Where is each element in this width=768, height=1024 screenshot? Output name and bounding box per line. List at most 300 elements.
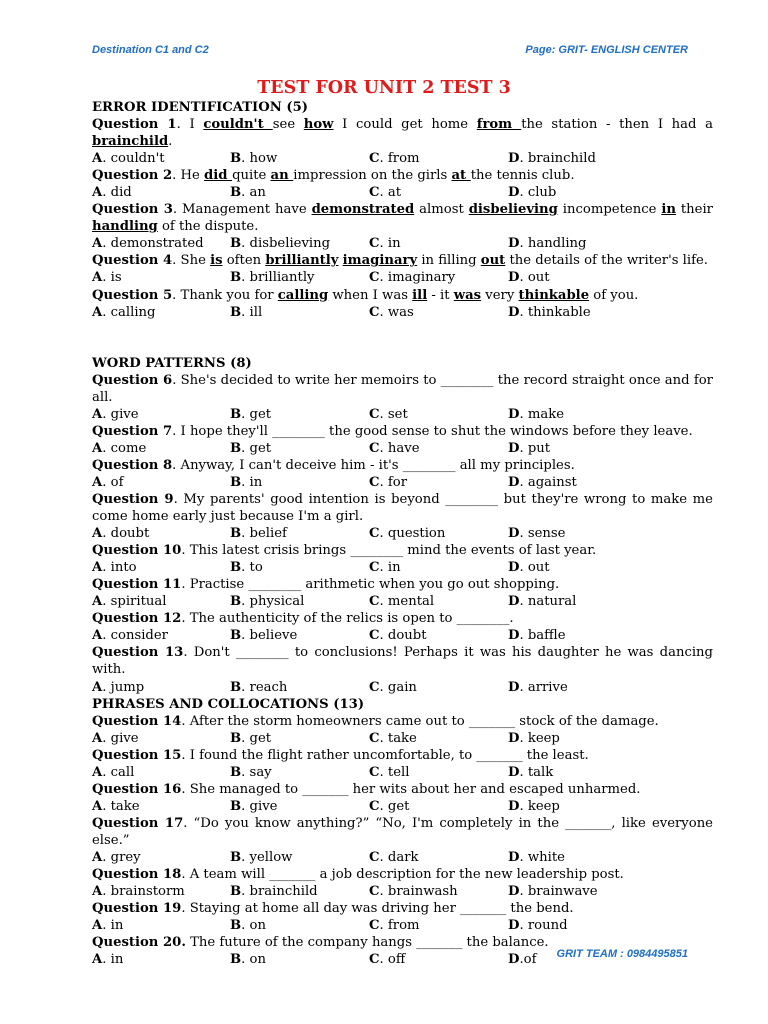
option-separator: . bbox=[379, 526, 384, 542]
question-number: Question 17 bbox=[92, 815, 184, 831]
answer-option[interactable] bbox=[369, 951, 405, 968]
question-text: impression on the girls bbox=[293, 168, 452, 184]
answer-option[interactable] bbox=[508, 764, 553, 781]
option-letter: D bbox=[508, 440, 520, 456]
question-text: . Don't ________ to conclusions! Perhaps it was his daughter he was dancing with. bbox=[92, 645, 713, 678]
option-letter: C bbox=[369, 798, 380, 814]
answer-options bbox=[92, 730, 713, 747]
option-letter: C bbox=[369, 406, 380, 422]
option-separator: . bbox=[241, 185, 246, 201]
option-separator: . bbox=[379, 151, 384, 167]
option-letter: D bbox=[508, 304, 520, 320]
option-letter: C bbox=[369, 526, 380, 542]
answer-option[interactable] bbox=[508, 150, 596, 167]
answer-option[interactable] bbox=[369, 525, 445, 542]
option-text: brainstorm bbox=[106, 884, 185, 900]
underlined-segment: disbelieving bbox=[468, 202, 558, 218]
question-text: . I found the flight rather uncomfortable, to _______ the least. bbox=[181, 747, 589, 763]
underlined-segment: is bbox=[210, 253, 223, 269]
option-text: in bbox=[383, 560, 401, 576]
option-separator: . bbox=[102, 628, 107, 644]
question-stem bbox=[92, 252, 713, 269]
answer-option[interactable] bbox=[508, 849, 565, 866]
section-spacer bbox=[92, 321, 713, 355]
option-separator: . bbox=[241, 526, 246, 542]
question-text: . After the storm homeowners came out to _______ stock of the damage. bbox=[181, 713, 659, 729]
question-number: Question 10 bbox=[92, 543, 182, 559]
option-separator: . bbox=[102, 918, 107, 934]
option-letter: B bbox=[230, 628, 242, 644]
underlined-segment: imaginary bbox=[342, 253, 418, 269]
option-letter: A bbox=[92, 918, 103, 934]
option-separator: . bbox=[102, 952, 107, 968]
answer-option[interactable] bbox=[369, 917, 420, 934]
option-text: tell bbox=[383, 764, 410, 780]
option-text: sense bbox=[523, 526, 566, 542]
option-separator: . bbox=[379, 628, 384, 644]
option-letter: A bbox=[92, 440, 103, 456]
question-number: Question 2 bbox=[92, 168, 173, 184]
option-letter: D bbox=[508, 560, 520, 576]
option-text: reach bbox=[245, 679, 288, 695]
option-separator: . bbox=[241, 952, 246, 968]
question-number: Question 18 bbox=[92, 867, 182, 883]
answer-options bbox=[92, 184, 713, 201]
option-letter: D bbox=[508, 679, 520, 695]
question-text: very bbox=[481, 287, 519, 303]
answer-option[interactable] bbox=[508, 798, 560, 815]
answer-option[interactable] bbox=[230, 849, 292, 866]
answer-option[interactable] bbox=[508, 627, 566, 644]
answer-option[interactable] bbox=[92, 269, 122, 286]
option-text: on bbox=[245, 952, 266, 968]
option-separator: . bbox=[102, 304, 107, 320]
answer-option[interactable] bbox=[508, 593, 576, 610]
answer-option[interactable] bbox=[369, 406, 408, 423]
option-separator: . bbox=[519, 526, 524, 542]
option-text: put bbox=[523, 440, 551, 456]
option-letter: B bbox=[230, 849, 242, 865]
option-text: make bbox=[523, 406, 564, 422]
answer-option[interactable] bbox=[369, 150, 420, 167]
option-text: from bbox=[383, 151, 420, 167]
answer-option[interactable] bbox=[92, 951, 123, 968]
underlined-segment: from bbox=[476, 117, 522, 133]
option-text: at bbox=[383, 185, 402, 201]
answer-option[interactable] bbox=[369, 184, 401, 201]
answer-option[interactable] bbox=[92, 593, 166, 610]
option-letter: A bbox=[92, 151, 103, 167]
option-letter: D bbox=[508, 151, 520, 167]
option-separator: . bbox=[379, 594, 384, 610]
question-text: . bbox=[168, 134, 173, 150]
question-stem bbox=[92, 287, 713, 304]
option-text: against bbox=[523, 474, 577, 490]
option-text: yellow bbox=[245, 849, 293, 865]
option-letter: B bbox=[230, 406, 242, 422]
header-book-title: Destination C1 and C2 bbox=[92, 44, 209, 56]
answer-option[interactable] bbox=[508, 679, 568, 696]
option-text: brainwave bbox=[523, 884, 598, 900]
option-text: get bbox=[245, 406, 272, 422]
option-separator: . bbox=[241, 594, 246, 610]
answer-options bbox=[92, 798, 713, 815]
option-letter: A bbox=[92, 270, 103, 286]
answer-option[interactable] bbox=[508, 184, 556, 201]
answer-option[interactable] bbox=[508, 304, 591, 321]
question-number: Question 11 bbox=[92, 577, 182, 593]
option-letter: B bbox=[230, 185, 242, 201]
answer-options bbox=[92, 849, 713, 866]
question-text: often bbox=[222, 253, 266, 269]
answer-option[interactable] bbox=[369, 849, 419, 866]
option-separator: . bbox=[379, 798, 384, 814]
option-text: consider bbox=[106, 628, 168, 644]
answer-options bbox=[92, 269, 713, 286]
option-text: out bbox=[523, 560, 550, 576]
underlined-segment: did bbox=[204, 168, 233, 184]
option-separator: . bbox=[102, 406, 107, 422]
option-separator: . bbox=[102, 730, 107, 746]
answer-option[interactable] bbox=[369, 798, 409, 815]
option-text: brainchild bbox=[523, 151, 596, 167]
answer-option[interactable] bbox=[92, 150, 165, 167]
option-separator: . bbox=[519, 440, 524, 456]
option-letter: A bbox=[92, 679, 103, 695]
option-letter: A bbox=[92, 884, 103, 900]
option-letter: D bbox=[508, 764, 520, 780]
question-stem bbox=[92, 491, 713, 525]
underlined-segment: calling bbox=[277, 287, 329, 303]
answer-option[interactable] bbox=[369, 627, 427, 644]
option-separator: . bbox=[241, 151, 246, 167]
answer-option[interactable] bbox=[230, 440, 271, 457]
answer-option[interactable] bbox=[369, 883, 458, 900]
answer-option[interactable] bbox=[230, 798, 277, 815]
option-letter: B bbox=[230, 440, 242, 456]
option-letter: C bbox=[369, 679, 380, 695]
option-text: take bbox=[106, 798, 140, 814]
answer-option[interactable] bbox=[508, 917, 568, 934]
answer-option[interactable] bbox=[92, 917, 123, 934]
answer-option[interactable] bbox=[230, 150, 277, 167]
answer-option[interactable] bbox=[369, 679, 417, 696]
question-stem bbox=[92, 900, 713, 917]
question-number: Question 16 bbox=[92, 781, 182, 797]
answer-option[interactable] bbox=[508, 235, 587, 252]
option-text: doubt bbox=[383, 628, 427, 644]
option-letter: B bbox=[230, 594, 242, 610]
answer-option[interactable] bbox=[369, 304, 414, 321]
answer-options bbox=[92, 627, 713, 644]
answer-option[interactable] bbox=[230, 593, 304, 610]
answer-option[interactable] bbox=[92, 304, 155, 321]
option-letter: C bbox=[369, 560, 380, 576]
answer-option[interactable] bbox=[230, 269, 315, 286]
answer-option[interactable] bbox=[92, 235, 204, 252]
option-letter: B bbox=[230, 151, 242, 167]
answer-option[interactable] bbox=[92, 883, 185, 900]
question-text: . The authenticity of the relics is open to ________. bbox=[181, 611, 514, 627]
answer-option[interactable] bbox=[508, 559, 550, 576]
option-letter: D bbox=[508, 730, 520, 746]
option-text: get bbox=[245, 730, 272, 746]
option-letter: B bbox=[230, 679, 242, 695]
underlined-segment: out bbox=[480, 253, 506, 269]
question-stem bbox=[92, 781, 713, 798]
option-separator: . bbox=[241, 849, 246, 865]
test-title: TEST FOR UNIT 2 TEST 3 bbox=[257, 78, 511, 98]
option-text: handling bbox=[523, 236, 587, 252]
answer-option[interactable] bbox=[92, 764, 134, 781]
answer-option[interactable] bbox=[230, 525, 287, 542]
answer-option[interactable] bbox=[369, 593, 434, 610]
underlined-segment: how bbox=[303, 117, 334, 133]
answer-option[interactable] bbox=[508, 406, 564, 423]
option-text: keep bbox=[523, 798, 560, 814]
answer-option[interactable] bbox=[92, 559, 137, 576]
answer-option[interactable] bbox=[92, 627, 168, 644]
answer-option[interactable] bbox=[508, 883, 598, 900]
answer-option[interactable] bbox=[369, 559, 401, 576]
option-text: calling bbox=[106, 304, 156, 320]
answer-options bbox=[92, 525, 713, 542]
answer-option[interactable] bbox=[92, 679, 144, 696]
option-separator: . bbox=[241, 236, 246, 252]
option-letter: C bbox=[369, 764, 380, 780]
question-stem bbox=[92, 747, 713, 764]
option-text: believe bbox=[245, 628, 298, 644]
answer-option[interactable] bbox=[230, 304, 262, 321]
option-text: did bbox=[106, 185, 132, 201]
option-separator: . bbox=[379, 440, 384, 456]
question-stem bbox=[92, 610, 713, 627]
question-number: Question 1 bbox=[92, 117, 177, 133]
answer-option[interactable] bbox=[230, 883, 318, 900]
answer-option[interactable] bbox=[230, 764, 272, 781]
option-text: mental bbox=[383, 594, 435, 610]
answer-option[interactable] bbox=[230, 679, 287, 696]
answer-option[interactable] bbox=[92, 440, 146, 457]
option-separator: . bbox=[241, 560, 246, 576]
option-separator: . bbox=[379, 730, 384, 746]
option-separator: . bbox=[519, 304, 524, 320]
answer-options bbox=[92, 593, 713, 610]
option-text: doubt bbox=[106, 526, 150, 542]
option-separator: . bbox=[519, 560, 524, 576]
answer-options bbox=[92, 679, 713, 696]
question-number: Question 3 bbox=[92, 202, 173, 218]
answer-option[interactable] bbox=[230, 184, 266, 201]
option-letter: A bbox=[92, 474, 103, 490]
option-separator: . bbox=[241, 474, 246, 490]
answer-option[interactable] bbox=[230, 730, 271, 747]
section-heading: PHRASES AND COLLOCATIONS (13) bbox=[92, 696, 365, 712]
option-text: out bbox=[523, 270, 550, 286]
answer-option[interactable] bbox=[508, 474, 577, 491]
option-letter: A bbox=[92, 185, 103, 201]
answer-option[interactable] bbox=[369, 730, 417, 747]
option-separator: . bbox=[519, 270, 524, 286]
option-separator: . bbox=[519, 884, 524, 900]
option-text: jump bbox=[106, 679, 145, 695]
option-separator: . bbox=[241, 764, 246, 780]
option-separator: . bbox=[102, 560, 107, 576]
option-separator: . bbox=[379, 560, 384, 576]
option-letter: B bbox=[230, 952, 242, 968]
option-separator: . bbox=[102, 764, 107, 780]
answer-option[interactable] bbox=[508, 730, 560, 747]
question-text: . Practise ________ arithmetic when you go out shopping. bbox=[181, 577, 560, 593]
option-text: couldn't bbox=[106, 151, 165, 167]
question-text: of the dispute. bbox=[157, 219, 259, 235]
option-letter: B bbox=[230, 304, 242, 320]
answer-option[interactable] bbox=[508, 951, 536, 968]
answer-option[interactable] bbox=[230, 951, 266, 968]
question-text: when I was bbox=[328, 287, 413, 303]
answer-option[interactable] bbox=[92, 184, 132, 201]
answer-options bbox=[92, 235, 713, 252]
option-text: give bbox=[106, 730, 139, 746]
answer-option[interactable] bbox=[230, 627, 297, 644]
option-letter: A bbox=[92, 730, 103, 746]
answer-option[interactable] bbox=[92, 798, 140, 815]
option-text: spiritual bbox=[106, 594, 167, 610]
underlined-segment: an bbox=[270, 168, 294, 184]
option-text: in bbox=[245, 474, 263, 490]
question-number: Question 6 bbox=[92, 372, 173, 388]
option-separator: . bbox=[379, 849, 384, 865]
question-text: . “Do you know anything?” “No, I'm completely in the _______, like everyone else.” bbox=[92, 815, 713, 848]
question-text: incompetence bbox=[557, 202, 662, 218]
question-text: - it bbox=[427, 287, 454, 303]
answer-option[interactable] bbox=[369, 764, 409, 781]
option-separator: . bbox=[379, 474, 384, 490]
answer-option[interactable] bbox=[369, 440, 420, 457]
answer-option[interactable] bbox=[369, 269, 455, 286]
option-text: to bbox=[245, 560, 263, 576]
answer-option[interactable] bbox=[92, 730, 139, 747]
option-text: of bbox=[523, 952, 537, 968]
option-separator: . bbox=[379, 884, 384, 900]
section-heading: WORD PATTERNS (8) bbox=[92, 355, 252, 371]
question-text: the tennis club. bbox=[470, 168, 575, 184]
option-text: give bbox=[245, 798, 278, 814]
option-letter: C bbox=[369, 884, 380, 900]
question-text: almost bbox=[414, 202, 469, 218]
option-separator: . bbox=[379, 304, 384, 320]
question-number: Question 9 bbox=[92, 491, 174, 507]
answer-option[interactable] bbox=[92, 525, 149, 542]
option-text: imaginary bbox=[383, 270, 456, 286]
option-text: keep bbox=[523, 730, 560, 746]
answer-option[interactable] bbox=[92, 849, 141, 866]
answer-option[interactable] bbox=[508, 440, 550, 457]
option-letter: B bbox=[230, 730, 242, 746]
answer-option[interactable] bbox=[369, 235, 401, 252]
answer-option[interactable] bbox=[230, 406, 271, 423]
question-text: . Staying at home all day was driving her _______ the bend. bbox=[181, 901, 574, 917]
question-number: Question 14 bbox=[92, 713, 182, 729]
option-separator: . bbox=[379, 952, 384, 968]
option-letter: B bbox=[230, 270, 242, 286]
answer-option[interactable] bbox=[230, 559, 263, 576]
option-separator: . bbox=[379, 270, 384, 286]
question-text: . Management have bbox=[172, 202, 312, 218]
option-text: get bbox=[245, 440, 272, 456]
option-separator: . bbox=[241, 440, 246, 456]
option-letter: D bbox=[508, 270, 520, 286]
option-separator: . bbox=[102, 679, 107, 695]
option-separator: . bbox=[379, 185, 384, 201]
question-stem bbox=[92, 167, 713, 184]
question-text: . Thank you for bbox=[172, 287, 278, 303]
option-separator: . bbox=[102, 474, 107, 490]
option-text: of bbox=[106, 474, 124, 490]
option-text: on bbox=[245, 918, 266, 934]
option-letter: B bbox=[230, 526, 242, 542]
question-stem bbox=[92, 576, 713, 593]
option-separator: . bbox=[379, 406, 384, 422]
underlined-segment: brilliantly bbox=[265, 253, 339, 269]
header-page-label: Page: GRIT- ENGLISH CENTER bbox=[525, 44, 688, 56]
option-text: take bbox=[383, 730, 417, 746]
question-text: . A team will _______ a job description for the new leadership post. bbox=[181, 867, 624, 883]
option-letter: D bbox=[508, 918, 520, 934]
question-stem bbox=[92, 372, 713, 406]
option-text: gain bbox=[383, 679, 417, 695]
answer-option[interactable] bbox=[369, 474, 407, 491]
answer-option[interactable] bbox=[508, 269, 550, 286]
question-number: Question 8 bbox=[92, 457, 173, 473]
option-letter: C bbox=[369, 185, 380, 201]
answer-option[interactable] bbox=[508, 525, 565, 542]
option-separator: . bbox=[102, 798, 107, 814]
underlined-segment: thinkable bbox=[518, 287, 590, 303]
option-letter: C bbox=[369, 918, 380, 934]
option-text: into bbox=[106, 560, 137, 576]
option-separator: . bbox=[241, 304, 246, 320]
option-letter: C bbox=[369, 628, 380, 644]
option-separator: . bbox=[519, 798, 524, 814]
option-letter: C bbox=[369, 849, 380, 865]
answer-option[interactable] bbox=[92, 474, 123, 491]
answer-options bbox=[92, 559, 713, 576]
answer-option[interactable] bbox=[230, 917, 266, 934]
answer-option[interactable] bbox=[92, 406, 139, 423]
question-stem bbox=[92, 542, 713, 559]
question-text: . I hope they'll ________ the good sense to shut the windows before they leave. bbox=[172, 423, 693, 439]
option-separator: . bbox=[519, 679, 524, 695]
option-letter: C bbox=[369, 236, 380, 252]
answer-option[interactable] bbox=[230, 235, 330, 252]
question-text: . This latest crisis brings ________ mind the events of last year. bbox=[181, 543, 597, 559]
question-number: Question 20. bbox=[92, 935, 186, 951]
question-text: the details of the writer's life. bbox=[505, 253, 708, 269]
option-letter: A bbox=[92, 849, 103, 865]
question-stem bbox=[92, 866, 713, 883]
underlined-segment: ill bbox=[412, 287, 428, 303]
answer-options bbox=[92, 883, 713, 900]
option-separator: . bbox=[102, 594, 107, 610]
option-text: in bbox=[106, 952, 124, 968]
answer-option[interactable] bbox=[230, 474, 262, 491]
question-text: the station - then I had a bbox=[521, 117, 713, 133]
option-separator: . bbox=[519, 594, 524, 610]
question-stem bbox=[92, 201, 713, 235]
option-text: arrive bbox=[523, 679, 568, 695]
question-text: . She bbox=[172, 253, 211, 269]
